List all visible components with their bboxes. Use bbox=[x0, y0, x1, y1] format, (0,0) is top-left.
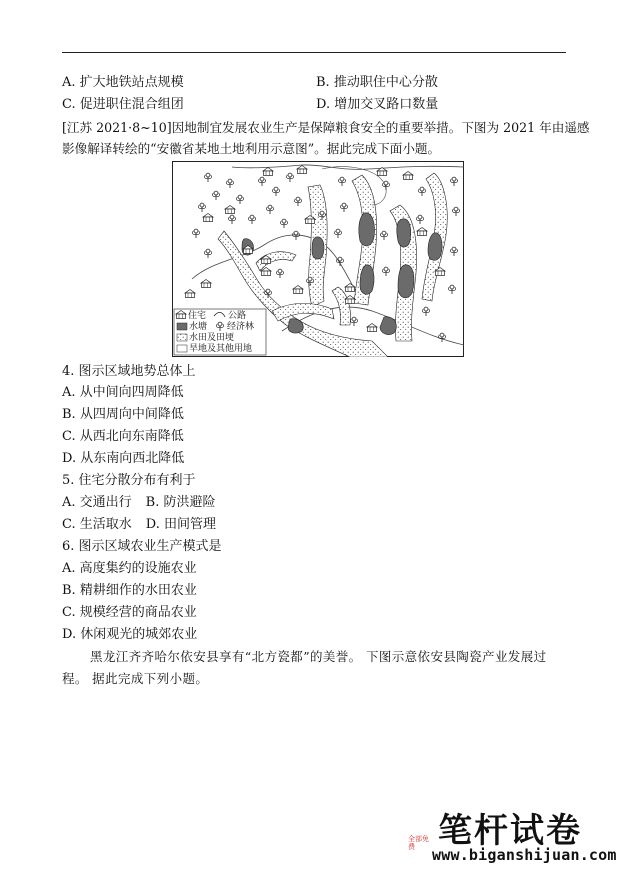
watermark-brand: 笔杆试卷 bbox=[438, 811, 582, 851]
legend-residence: 住宅 bbox=[188, 311, 207, 321]
q4-option-c: C. 从西北向东南降低 bbox=[62, 429, 184, 444]
option-b-prev: B. 推动职住中心分散 bbox=[316, 75, 438, 90]
option-a-prev: A. 扩大地铁站点规模 bbox=[62, 75, 184, 90]
header-rule bbox=[62, 52, 566, 53]
q5-option-b: B. 防洪避险 bbox=[145, 495, 216, 510]
option-c-prev: C. 促进职住混合组团 bbox=[62, 97, 184, 112]
legend-forest: 经济林 bbox=[227, 322, 255, 332]
q6-option-a: A. 高度集约的设施农业 bbox=[62, 561, 197, 576]
q6-option-d: D. 休闲观光的城郊农业 bbox=[62, 627, 198, 642]
legend-pond: 水塘 bbox=[189, 322, 208, 332]
q6-stem: 6. 图示区域农业生产模式是 bbox=[62, 539, 222, 554]
q4-option-d: D. 从东南向西北降低 bbox=[62, 451, 185, 466]
legend-road: 公路 bbox=[228, 311, 247, 321]
q6-option-c: C. 规模经营的商品农业 bbox=[62, 605, 197, 620]
intro-line-2: 影像解译转绘的“安徽省某地土地利用示意图”。据此完成下面小题。 bbox=[62, 141, 441, 156]
next-intro-line-1: 黑龙江齐齐哈尔依安县享有“北方瓷都”的美誉。 下图示意依安县陶瓷产业发展过 bbox=[90, 649, 547, 664]
watermark-url: www.biganshijuan.com bbox=[432, 846, 617, 864]
q6-option-b: B. 精耕细作的水田农业 bbox=[62, 583, 197, 598]
q5-stem: 5. 住宅分散分布有利于 bbox=[62, 473, 196, 488]
next-intro-line-2: 程。 据此完成下列小题。 bbox=[62, 671, 209, 686]
q4-stem: 4. 图示区域地势总体上 bbox=[62, 364, 196, 379]
q4-option-a: A. 从中间向四周降低 bbox=[62, 385, 184, 400]
intro-line-1: [江苏 2021·8~10]因地制宜发展农业生产是保障粮食安全的重要举措。下图为 2021 年由遥感 bbox=[62, 120, 590, 135]
watermark-tag: 全部免费 bbox=[408, 835, 429, 851]
land-use-map bbox=[172, 161, 464, 357]
legend-dryland: 旱地及其他用地 bbox=[189, 344, 253, 354]
q4-option-b: B. 从四周向中间降低 bbox=[62, 407, 184, 422]
legend-paddy: 水田及田埂 bbox=[189, 333, 235, 343]
q5-options-row-1 bbox=[62, 495, 215, 511]
q5-option-a: A. 交通出行 bbox=[62, 495, 132, 510]
option-d-prev: D. 增加交叉路口数量 bbox=[316, 97, 439, 112]
q5-options-row-2 bbox=[62, 517, 216, 533]
q5-option-d: D. 田间管理 bbox=[145, 517, 216, 532]
q5-option-c: C. 生活取水 bbox=[62, 517, 132, 532]
map-legend bbox=[174, 309, 266, 355]
